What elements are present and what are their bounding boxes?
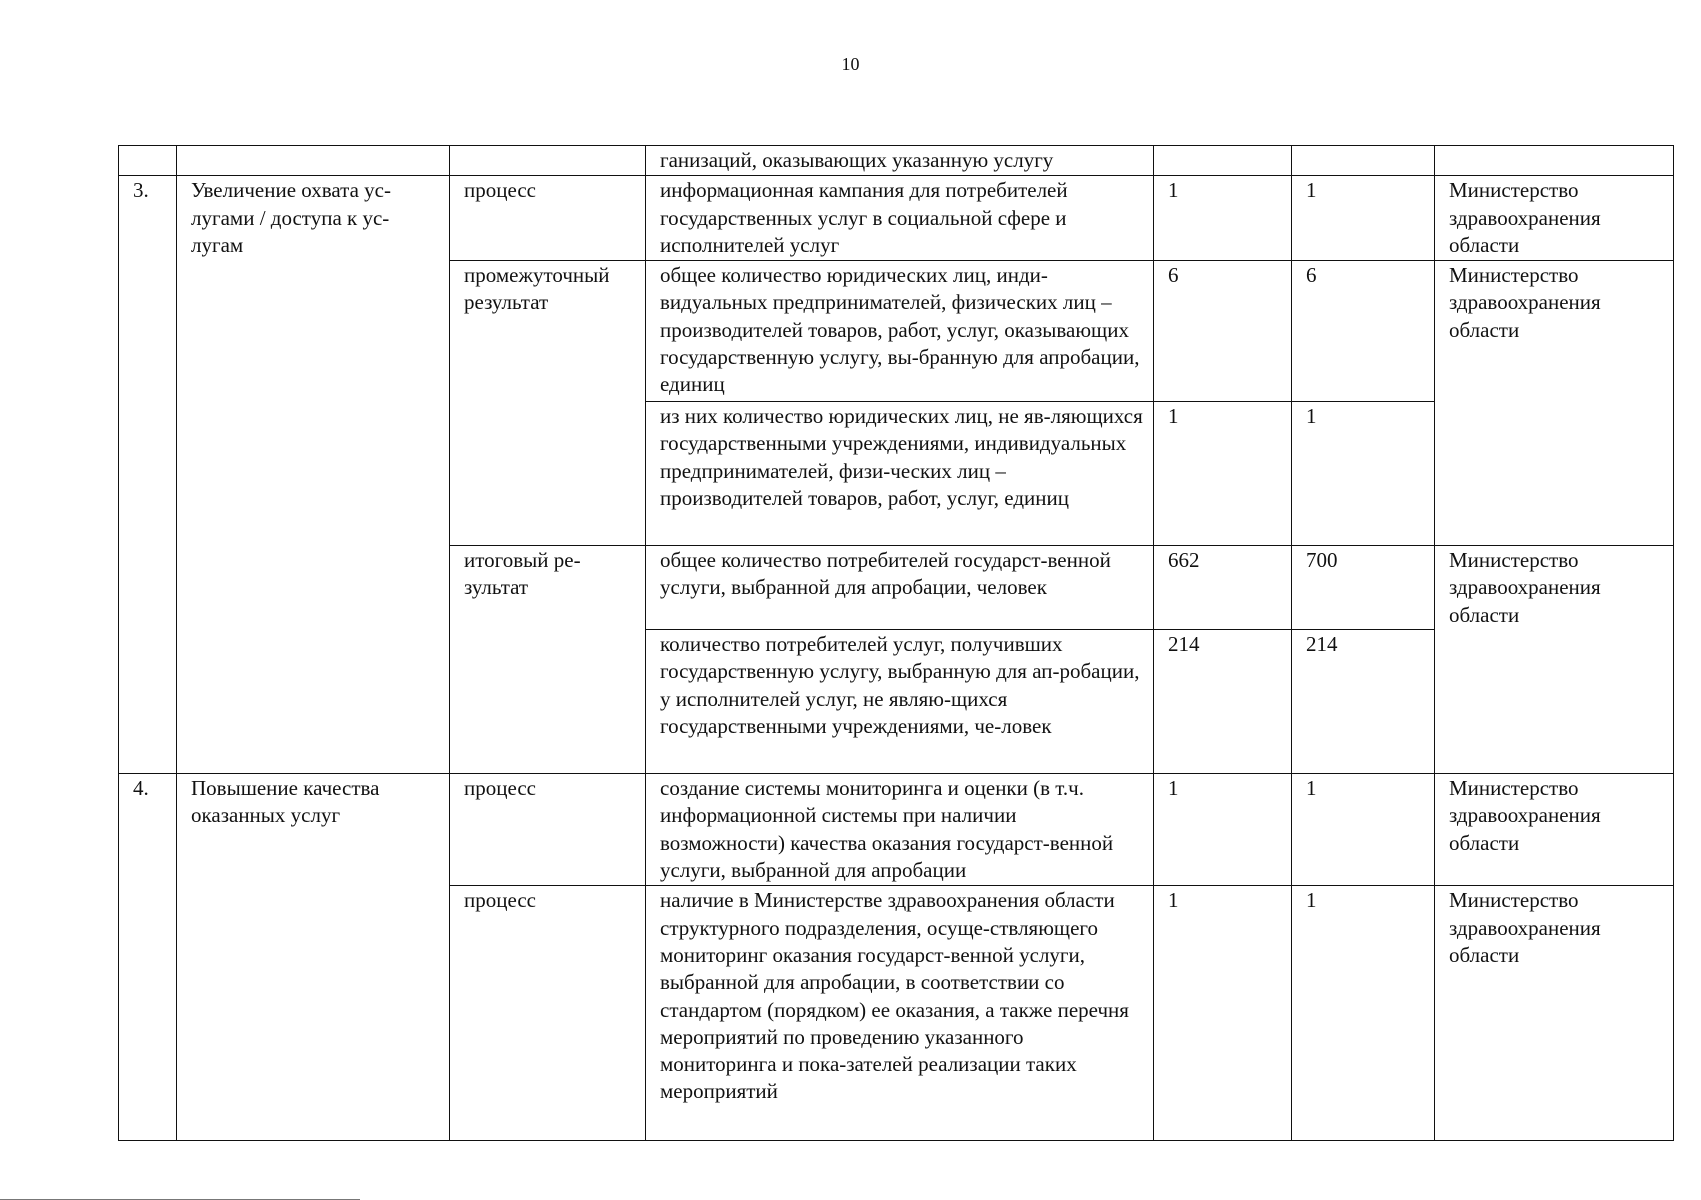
- value-cell: 1: [1292, 774, 1435, 886]
- indicator-cell: наличие в Министерстве здравоохранения области структурного подразделения, осуще-ствляющего мониторинг оказания государст-венной услуги, выбранной для апробации, в соответствии со стандартом (порядком) ее оказания, а также перечня мероприятий по проведению указанного мониторинга и пока-зателей реализации таких мероприятий: [646, 886, 1154, 1141]
- type-cell: [450, 146, 646, 176]
- responsible-cell: Министерство здравоохранения области: [1435, 774, 1674, 886]
- indicator-cell: информационная кампания для потребителей государственных услуг в социальной сфере и исполнителей услуг: [646, 176, 1154, 261]
- value-cell: 1: [1292, 176, 1435, 261]
- table-row: [119, 176, 1674, 261]
- task-cell: Повышение качества оказанных услуг: [177, 774, 450, 1141]
- responsible-cell: Министерство здравоохранения области: [1435, 886, 1674, 1141]
- value-cell: 1: [1154, 774, 1292, 886]
- indicator-cell: ганизаций, оказывающих указанную услугу: [646, 146, 1154, 176]
- value-cell: 6: [1154, 261, 1292, 402]
- value-cell: 1: [1154, 176, 1292, 261]
- task-cell: [177, 146, 450, 176]
- page-number: 10: [841, 54, 860, 74]
- type-cell: итоговый ре-зультат: [450, 546, 646, 774]
- type-cell: промежуточный результат: [450, 261, 646, 546]
- value-cell: 214: [1154, 630, 1292, 774]
- value-cell: 6: [1292, 261, 1435, 402]
- responsible-cell: [1435, 146, 1674, 176]
- task-cell: Увеличение охвата ус-лугами / доступа к ус-лугам: [177, 176, 450, 774]
- type-cell: процесс: [450, 774, 646, 886]
- value-cell: 1: [1154, 402, 1292, 546]
- value-cell: 1: [1292, 886, 1435, 1141]
- value-cell: 700: [1292, 546, 1435, 630]
- value-cell: 1: [1292, 402, 1435, 546]
- value-cell: 1: [1154, 886, 1292, 1141]
- indicator-cell: из них количество юридических лиц, не яв-ляющихся государственными учреждениями, индивидуальных предпринимателей, физи-ческих лиц – производителей товаров, работ, услуг, единиц: [646, 402, 1154, 546]
- indicator-cell: создание системы мониторинга и оценки (в т.ч. информационной системы при наличии возможности) качества оказания государст-венной услуги, выбранной для апробации: [646, 774, 1154, 886]
- indicators-table: [118, 145, 1674, 1141]
- section-number: 4.: [119, 774, 177, 1141]
- number-cell: [119, 146, 177, 176]
- indicator-cell: общее количество потребителей государст-венной услуги, выбранной для апробации, человек: [646, 546, 1154, 630]
- indicator-cell: количество потребителей услуг, получивших государственную услугу, выбранную для ап-робации, у исполнителей услуг, не являю-щихся государственными учреждениями, че-ловек: [646, 630, 1154, 774]
- responsible-cell: Министерство здравоохранения области: [1435, 261, 1674, 546]
- value-cell: 214: [1292, 630, 1435, 774]
- table-row: [119, 146, 1674, 176]
- type-cell: процесс: [450, 886, 646, 1141]
- table-row: [119, 774, 1674, 886]
- indicator-cell: общее количество юридических лиц, инди-видуальных предпринимателей, физических лиц – производителей товаров, работ, услуг, оказывающих государственную услугу, вы-бранную для апробации, единиц: [646, 261, 1154, 402]
- value-cell: 662: [1154, 546, 1292, 630]
- type-cell: процесс: [450, 176, 646, 261]
- section-number: 3.: [119, 176, 177, 774]
- value-cell: [1154, 146, 1292, 176]
- responsible-cell: Министерство здравоохранения области: [1435, 176, 1674, 261]
- value-cell: [1292, 146, 1435, 176]
- responsible-cell: Министерство здравоохранения области: [1435, 546, 1674, 774]
